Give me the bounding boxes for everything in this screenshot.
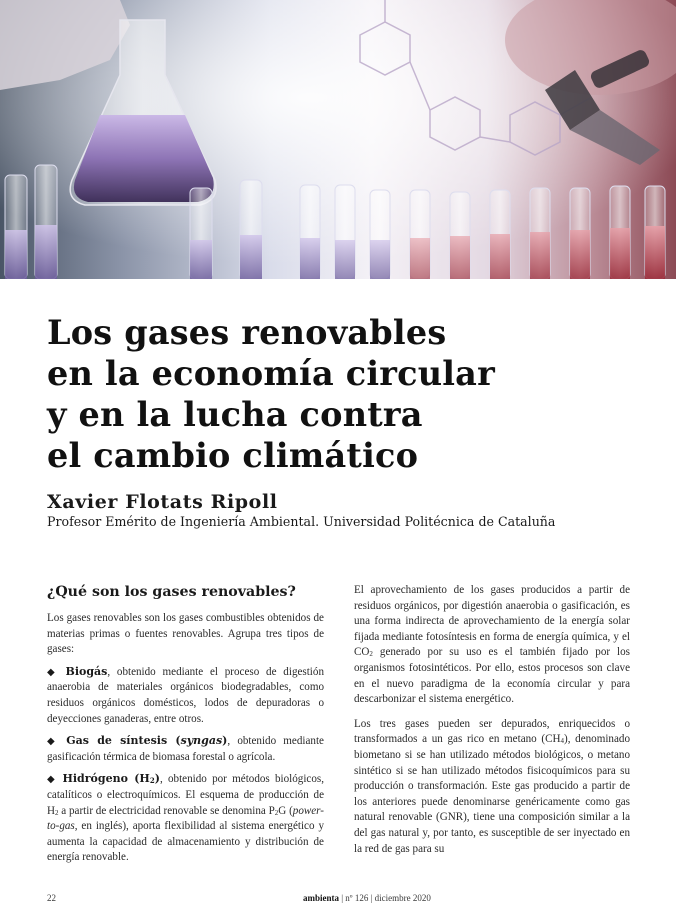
author-name: Xavier Flotats Ripoll xyxy=(47,491,278,513)
title-line: en la economía circular xyxy=(47,354,495,393)
syngas-italic: syngas xyxy=(180,734,223,748)
hero-lab-image xyxy=(0,0,676,279)
title-line: y en la lucha contra xyxy=(47,395,423,434)
h2-subscript: 2 xyxy=(149,776,155,786)
bullet-label-hydrogen xyxy=(62,772,159,785)
title-line: el cambio climático xyxy=(47,436,419,475)
magazine-name: ambienta xyxy=(303,893,339,903)
paragraph-circular-economy xyxy=(354,583,630,708)
p1-text-a: El aprovechamiento de los gases producidos a partir de residuos orgánicos, por digestión anaerobia o gasificación, es una forma indirecta de aprovechamiento de la energía solar fijada mediante fotosíntesis en forma de energía química, y el CO xyxy=(354,584,630,659)
issue-info: | nº 126 | diciembre 2020 xyxy=(339,893,431,903)
h2-text-1: , obtenido por métodos biológicos, catalíticos o electroquímicos. El esquema de producción de H xyxy=(47,773,324,817)
p1-text-b: generado por su uso es el también fijado por los organismos fotosintéticos. Por ello, estos procesos son clave en el nuevo paradigma de la economía circular y para descarbonizar el sistema energético. xyxy=(354,646,630,706)
diamond-bullet-icon: ◆ xyxy=(47,774,58,786)
syngas-label: Gas de síntesis ( xyxy=(66,734,181,748)
intro-paragraph: Los gases renovables son los gases combustibles obtenidos de materias primas o fuentes renovables. Agrupa tres tipos de gases: xyxy=(47,612,324,656)
bullet-label-syngas xyxy=(66,734,227,747)
h2-text-subscript: 2 xyxy=(55,808,59,817)
laboratory-illustration xyxy=(0,0,676,279)
diamond-bullet-icon: ◆ xyxy=(47,736,60,748)
author-affiliation: Profesor Emérito de Ingeniería Ambiental. Universidad Politécnica de Cataluña xyxy=(47,514,556,529)
bullet-syngas xyxy=(47,733,324,765)
section-heading: ¿Qué son los gases renovables? xyxy=(47,584,296,600)
diamond-bullet-icon: ◆ xyxy=(47,666,59,678)
bullet-text-syngas: , obtenido mediante gasificación térmica de biomasa forestal o agrícola. xyxy=(47,735,324,763)
magazine-footer xyxy=(303,893,431,903)
h2-text-4: , en inglés), aporta flexibilidad al sistema energético y aumenta la capacidad de almacenamiento y distribución de energía renovable. xyxy=(47,820,324,864)
bullet-text-biogas: , obtenido mediante el proceso de digestión anaerobia de materiales orgánicos biodegradables, como residuos orgánicos domésticos, lodos de depuradoras o deyecciones ganaderas, entre otros. xyxy=(47,665,324,725)
paragraph-biomethane xyxy=(354,717,630,857)
bullet-biogas xyxy=(47,664,324,727)
p2-text-b: ), denominado biometano si se han utilizado métodos biológicos, o metano sintético si se han utilizado métodos fisicoquímicos para su producción o transformación. Este gas producido a partir de los anteriores puede denominarse genéricamente como gas natural renovable (GNR), tiene una composición similar a la del gas natural y, por tanto, es susceptible de ser inyectado en la red de gas para su xyxy=(354,733,630,855)
syngas-close: ) xyxy=(222,734,228,748)
h2-text-3: G ( xyxy=(278,804,293,817)
p2-text-a: Los tres gases pueden ser depurados, enriquecidos o transformados a un gas rico en metano (CH xyxy=(354,717,630,746)
title-line: Los gases renovables xyxy=(47,313,447,352)
h2-label: Hidrógeno (H xyxy=(62,772,150,786)
ch4-subscript: 4 xyxy=(560,737,564,746)
co2-subscript: 2 xyxy=(369,650,373,659)
p2g-subscript: 2 xyxy=(274,808,279,817)
bullet-hydrogen xyxy=(47,771,324,866)
right-column xyxy=(354,583,630,863)
power-to-gas-italic: power-to-gas xyxy=(47,804,324,833)
page-number: 22 xyxy=(47,893,56,903)
h2-text-2: a partir de electricidad renovable se denomina P xyxy=(58,804,275,817)
article-title xyxy=(47,312,607,476)
left-column xyxy=(47,583,324,872)
h2-close: ) xyxy=(154,772,160,786)
bullet-label-biogas: Biogás xyxy=(65,664,108,678)
